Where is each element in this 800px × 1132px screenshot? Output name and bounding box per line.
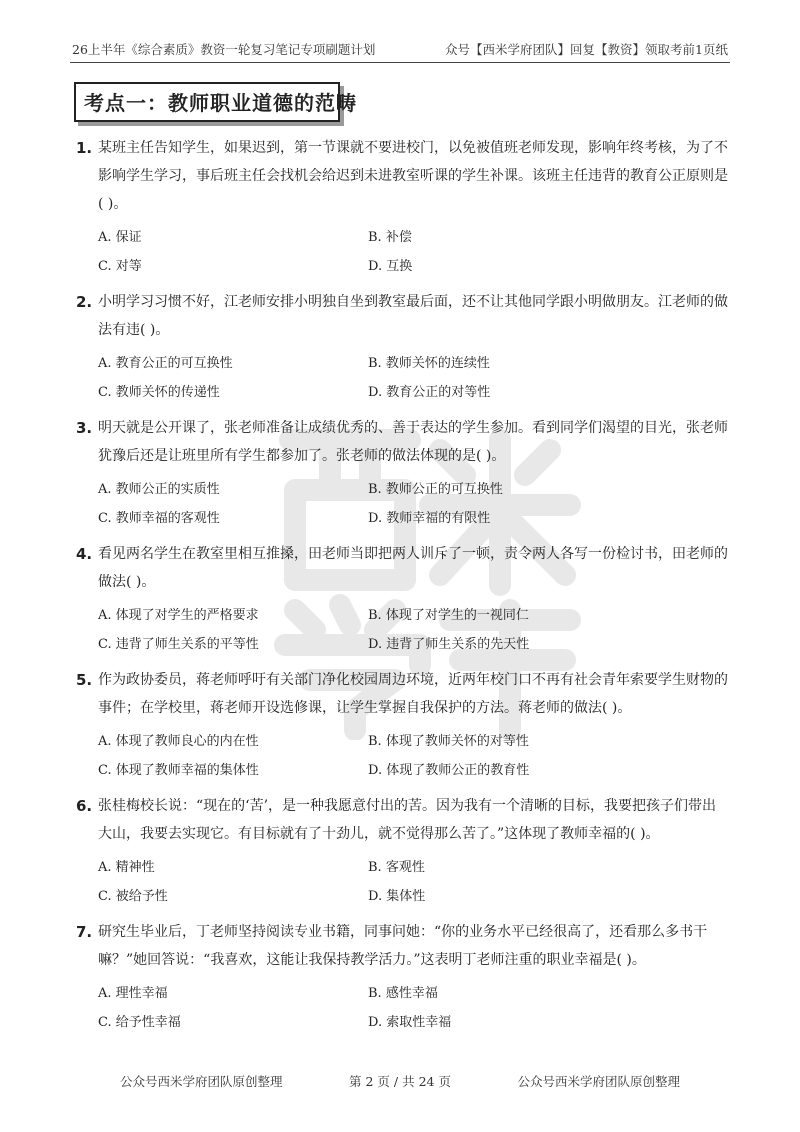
options	[76, 604, 730, 652]
option-a: A. 体现了对学生的严格要求	[98, 608, 259, 623]
option-c: C. 违背了师生关系的平等性	[98, 637, 259, 652]
option-d: D. 互换	[368, 259, 413, 274]
options	[76, 226, 730, 274]
question-text: 某班主任告知学生，如果迟到，第一节课就不要进校门，以免被值班老师发现，影响年终考核，为了不影响学生学习，事后班主任会找机会给迟到未进教室听课的学生补课。该班主任违背的教育公正原则是( )。	[98, 140, 728, 212]
question-list	[76, 134, 730, 1044]
question-stem	[76, 666, 730, 722]
option-b: B. 补偿	[368, 230, 412, 245]
option-c: C. 教师幸福的客观性	[98, 511, 220, 526]
question-number: 7.	[76, 923, 93, 941]
option-c: C. 对等	[98, 259, 142, 274]
question-number: 2.	[76, 293, 93, 311]
section-title: 考点一：教师职业道德的范畴	[84, 91, 357, 115]
question-stem	[76, 134, 730, 218]
question-text: 研究生毕业后，丁老师坚持阅读专业书籍，同事问她：“你的业务水平已经很高了，还看那么多书干嘛？”她回答说：“我喜欢，这能让我保持教学活力。”这表明丁老师注重的职业幸福是( )。	[98, 924, 708, 968]
option-a: A. 教师公正的实质性	[98, 482, 220, 497]
option-c: C. 教师关怀的传递性	[98, 385, 220, 400]
question-stem	[76, 918, 730, 974]
question-text: 作为政协委员，蒋老师呼吁有关部门净化校园周边环境，近两年校门口不再有社会青年索要学生财物的事件；在学校里，蒋老师开设选修课，让学生掌握自我保护的方法。蒋老师的做法( )。	[98, 672, 728, 716]
question-4	[76, 540, 730, 652]
question-number: 6.	[76, 797, 93, 815]
footer-right-text: 公众号西米学府团队原创整理	[517, 1074, 680, 1089]
option-b: B. 教师公正的可互换性	[368, 482, 503, 497]
question-number: 1.	[76, 139, 93, 157]
options	[76, 478, 730, 526]
option-b: B. 感性幸福	[368, 986, 438, 1001]
header-left-text: 26上半年《综合素质》教资一轮复习笔记专项刷题计划	[72, 42, 376, 57]
option-c: C. 给予性幸福	[98, 1015, 181, 1030]
question-2	[76, 288, 730, 400]
option-d: D. 索取性幸福	[368, 1015, 452, 1030]
options	[76, 856, 730, 904]
option-b: B. 体现了对学生的一视同仁	[368, 608, 529, 623]
question-number: 5.	[76, 671, 93, 689]
option-d: D. 教师幸福的有限性	[368, 511, 491, 526]
question-text: 明天就是公开课了，张老师准备让成绩优秀的、善于表达的学生参加。看到同学们渴望的目光，张老师犹豫后还是让班里所有学生都参加了。张老师的做法体现的是( )。	[98, 420, 728, 464]
question-stem	[76, 792, 730, 848]
option-b: B. 教师关怀的连续性	[368, 356, 490, 371]
question-number: 3.	[76, 419, 93, 437]
question-1	[76, 134, 730, 274]
option-d: D. 体现了教师公正的教育性	[368, 763, 530, 778]
question-7	[76, 918, 730, 1030]
page-header	[72, 40, 728, 58]
option-a: A. 保证	[98, 230, 142, 245]
question-text: 小明学习习惯不好，江老师安排小明独自坐到教室最后面，还不让其他同学跟小明做朋友。江老师的做法有违( )。	[98, 294, 728, 338]
option-a: A. 教育公正的可互换性	[98, 356, 233, 371]
option-c: C. 被给予性	[98, 889, 168, 904]
question-6	[76, 792, 730, 904]
question-text: 张桂梅校长说：“现在的‘苦’，是一种我愿意付出的苦。因为我有一个清晰的目标，我要把孩子们带出大山，我要去实现它。有目标就有了十劲儿，就不觉得那么苦了。”这体现了教师幸福的( )。	[98, 798, 717, 842]
question-3	[76, 414, 730, 526]
question-stem	[76, 540, 730, 596]
option-a: A. 理性幸福	[98, 986, 168, 1001]
option-b: B. 体现了教师关怀的对等性	[368, 734, 529, 749]
question-text: 看见两名学生在教室里相互推搡，田老师当即把两人训斥了一顿，责令两人各写一份检讨书，田老师的做法( )。	[98, 546, 728, 590]
header-right-text: 众号【西米学府团队】回复【教资】领取考前1页纸	[445, 42, 728, 57]
option-d: D. 教育公正的对等性	[368, 385, 491, 400]
header-rule	[70, 62, 730, 63]
options	[76, 982, 730, 1030]
option-d: D. 违背了师生关系的先天性	[368, 637, 530, 652]
options	[76, 352, 730, 400]
question-number: 4.	[76, 545, 93, 563]
option-b: B. 客观性	[368, 860, 425, 875]
option-d: D. 集体性	[368, 889, 426, 904]
option-a: A. 精神性	[98, 860, 155, 875]
option-c: C. 体现了教师幸福的集体性	[98, 763, 259, 778]
page-footer	[120, 1072, 680, 1090]
page-number: 第 2 页 / 共 24 页	[349, 1074, 451, 1089]
option-a: A. 体现了教师良心的内在性	[98, 734, 259, 749]
footer-left-text: 公众号西米学府团队原创整理	[120, 1074, 283, 1089]
question-stem	[76, 288, 730, 344]
question-stem	[76, 414, 730, 470]
options	[76, 730, 730, 778]
question-5	[76, 666, 730, 778]
